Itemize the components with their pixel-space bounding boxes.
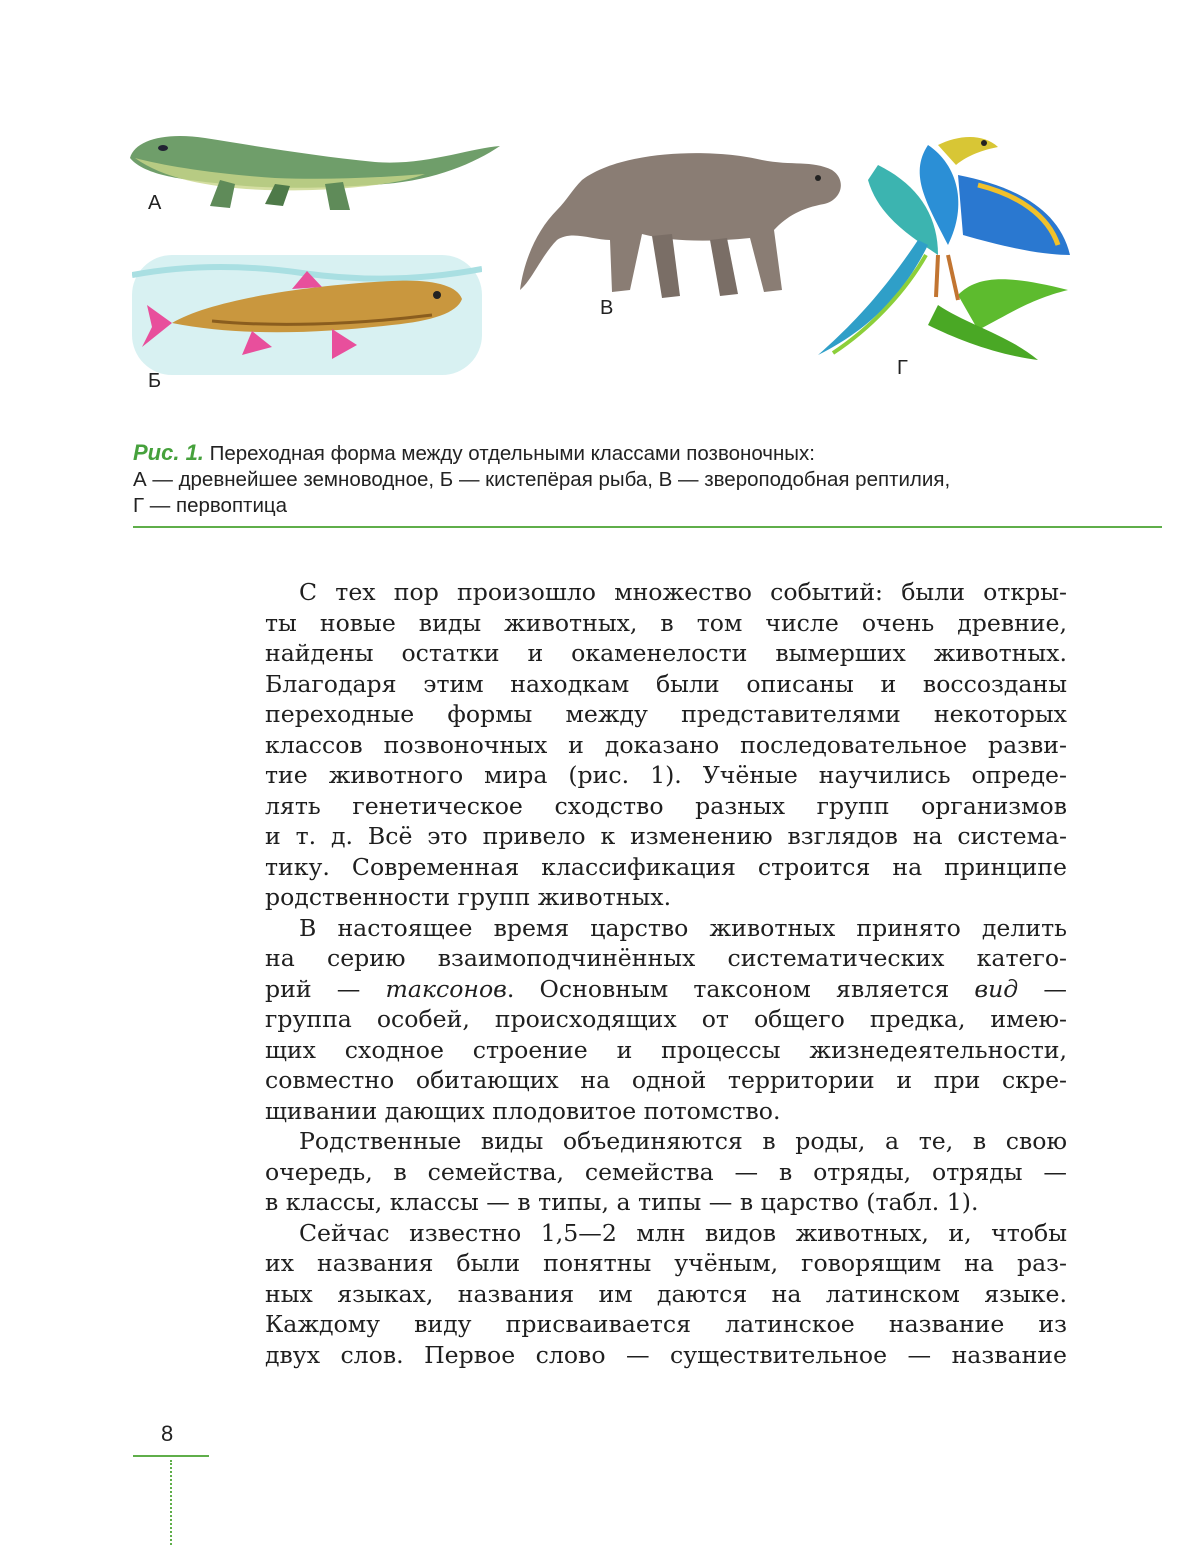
figure-label-b: Б (148, 370, 162, 392)
text-line: очередь, в семейства, семейства — в отряды, отряды — (265, 1157, 1067, 1186)
text-line: двух слов. Первое слово — существительное — название (265, 1340, 1067, 1369)
text-line: на серию взаимоподчинённых систематических катего- (265, 944, 1067, 972)
text-line: тику. Современная классификация строится на принципе (265, 852, 1067, 881)
text-fragment: рий — (265, 974, 386, 1003)
term-species: вид (974, 974, 1019, 1003)
text-line: и т. д. Всё это привело к изменению взглядов на система- (265, 822, 1067, 850)
first-bird-illustration (808, 125, 1073, 365)
text-line: лять генетическое сходство разных групп организмов (265, 791, 1067, 820)
lobe-finned-fish-illustration (132, 255, 482, 375)
ancient-amphibian-illustration (125, 118, 505, 218)
text-line: родственности групп животных. (265, 883, 672, 911)
text-line: щих сходное строение и процессы жизнедеятельности, (265, 1035, 1067, 1064)
text-fragment: . Основным таксоном является (506, 974, 975, 1003)
caption-line-3: Г — первоптица (133, 494, 288, 517)
text-line: тие животного мира (рис. 1). Учёные научились опреде- (265, 761, 1067, 789)
text-fragment: — (1018, 974, 1068, 1003)
text-line: классов позвоночных и доказано последовательное разви- (265, 730, 1067, 759)
text-line: совместно обитающих на одной территории и при скре- (265, 1066, 1067, 1094)
text-line: ных языках, названия им даются на латинском языке. (265, 1279, 1067, 1308)
text-line: в классы, классы — в типы, а типы — в царство (табл. 1). (265, 1188, 979, 1216)
caption-divider (133, 526, 1162, 528)
text-line: их названия были понятны учёным, говорящим на раз- (265, 1249, 1067, 1277)
figure-caption (133, 440, 1163, 519)
figure-label-v: В (600, 297, 614, 319)
page-number: 8 (161, 1421, 174, 1446)
figure-label-g: Г (897, 357, 908, 379)
text-line: В настоящее время царство животных принято делить (299, 913, 1067, 942)
text-line: Родственные виды объединяются в роды, а те, в свою (299, 1127, 1067, 1155)
text-line (265, 974, 1067, 1005)
caption-line-1 (133, 440, 1163, 467)
page-dotted-line (170, 1460, 172, 1545)
text-line: щивании дающих плодовитое потомство. (265, 1096, 781, 1125)
beast-like-reptile-illustration (512, 130, 852, 305)
caption-text: Переходная форма между отдельными классами позвоночных: (209, 442, 815, 465)
caption-line-2: А — древнейшее земноводное, Б — кистепёрая рыба, В — звероподобная рептилия, (133, 468, 951, 491)
text-line: С тех пор произошло множество событий: были откры- (299, 578, 1067, 606)
text-line: переходные формы между представителями некоторых (265, 700, 1067, 728)
text-line: Сейчас известно 1,5—2 млн видов животных, и, чтобы (299, 1218, 1067, 1247)
text-line: найдены остатки и окаменелости вымерших животных. (265, 639, 1067, 667)
text-line: Благодаря этим находкам были описаны и воссозданы (265, 669, 1067, 698)
text-line: Каждому виду присваивается латинское название из (265, 1310, 1067, 1338)
figure-number: Рис. 1. (133, 440, 204, 465)
body-text (265, 577, 1067, 1370)
term-taxon: таксонов (385, 974, 507, 1003)
text-line: группа особей, происходящих от общего предка, имею- (265, 1005, 1067, 1033)
page-number-rule (133, 1455, 209, 1457)
text-line: ты новые виды животных, в том числе очень древние, (265, 608, 1067, 637)
figure-label-a: А (148, 192, 162, 214)
